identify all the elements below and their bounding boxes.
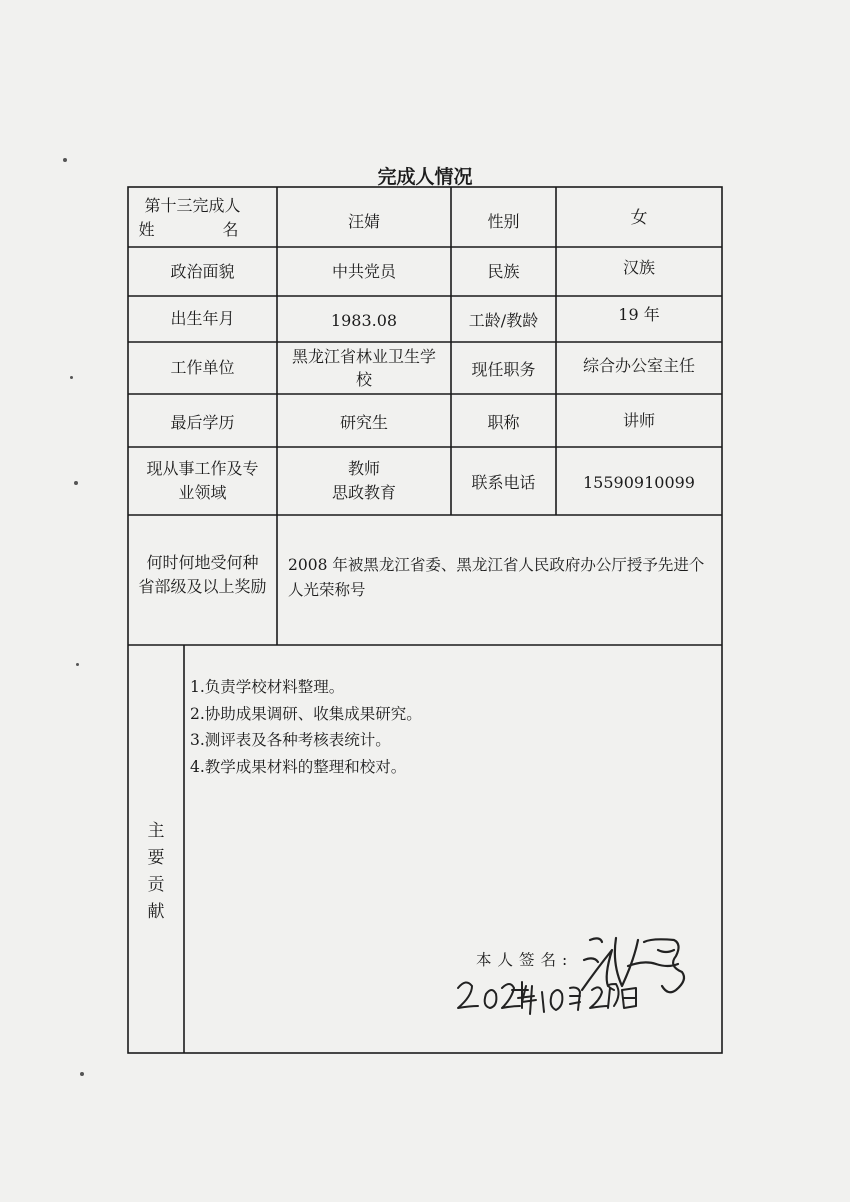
handwritten-date: [452, 972, 652, 1022]
position-label: 现任职务: [471, 360, 536, 379]
contribution-label-char: 贡: [147, 875, 165, 895]
birth-value: 1983.08: [330, 311, 398, 330]
field-label-line1: 现从事工作及专: [146, 459, 259, 478]
workplace-label: 工作单位: [170, 358, 235, 377]
contribution-list: [190, 674, 710, 780]
award-label-line2: 省部级及以上奖励: [138, 577, 267, 596]
award-label: [128, 538, 277, 612]
award-text: 2008 年被黑龙江省委、黑龙江省人民政府办公厅授予先进个人光荣称号: [288, 556, 705, 599]
list-item: 2.协助成果调研、收集成果研究。: [190, 704, 422, 723]
scan-speck: [63, 158, 67, 162]
phone-label: 联系电话: [471, 473, 536, 492]
title-label: 职称: [487, 412, 520, 432]
workplace-value-line2: 校: [355, 370, 372, 389]
education-label: 最后学历: [170, 412, 235, 432]
field-value: [277, 447, 451, 515]
scan-speck: [70, 376, 73, 379]
list-item: 3.测评表及各种考核表统计。: [190, 731, 391, 749]
name-label-line1: 第十三完成人: [144, 196, 241, 215]
ethnicity-label: 民族: [487, 261, 520, 281]
political-label: 政治面貌: [170, 261, 235, 281]
contribution-label-char: 主: [147, 821, 165, 841]
workplace-value-line1: 黑龙江省林业卫生学: [291, 347, 436, 366]
ethnicity-value: 汉族: [622, 257, 655, 277]
signature-label: 本人签名:: [476, 951, 574, 969]
contribution-label-char: 要: [147, 848, 165, 868]
scan-speck: [74, 481, 78, 485]
phone-value: 15590910099: [583, 473, 695, 492]
gender-value: 女: [630, 208, 648, 228]
political-value: 中共党员: [331, 261, 396, 281]
award-label-line1: 何时何地受何种: [146, 553, 259, 572]
scan-speck: [80, 1072, 84, 1076]
position-value: 综合办公室主任: [582, 356, 695, 375]
workplace-value: [277, 342, 451, 394]
name-label-line2: 姓 名: [138, 220, 251, 239]
birth-label: 出生年月: [170, 309, 235, 328]
name-label: [128, 193, 277, 243]
scan-speck: [76, 663, 79, 666]
list-item: 1.负责学校材料整理。: [190, 678, 345, 696]
name-value: 汪婧: [347, 212, 380, 231]
contribution-label-char: 献: [147, 902, 165, 922]
seniority-label: 工龄/教龄: [468, 311, 539, 330]
field-label-line2: 业领域: [178, 483, 227, 502]
field-value-line1: 教师: [347, 459, 380, 478]
page-title: 完成人情况: [377, 166, 473, 188]
gender-label: 性别: [487, 212, 520, 231]
title-value: 讲师: [622, 410, 655, 430]
seniority-value: 19 年: [618, 305, 660, 324]
field-label: [128, 447, 277, 515]
education-value: 研究生: [339, 412, 388, 432]
field-value-line2: 思政教育: [331, 483, 396, 502]
contribution-label: [128, 818, 184, 926]
list-item: 4.教学成果材料的整理和校对。: [190, 757, 407, 776]
